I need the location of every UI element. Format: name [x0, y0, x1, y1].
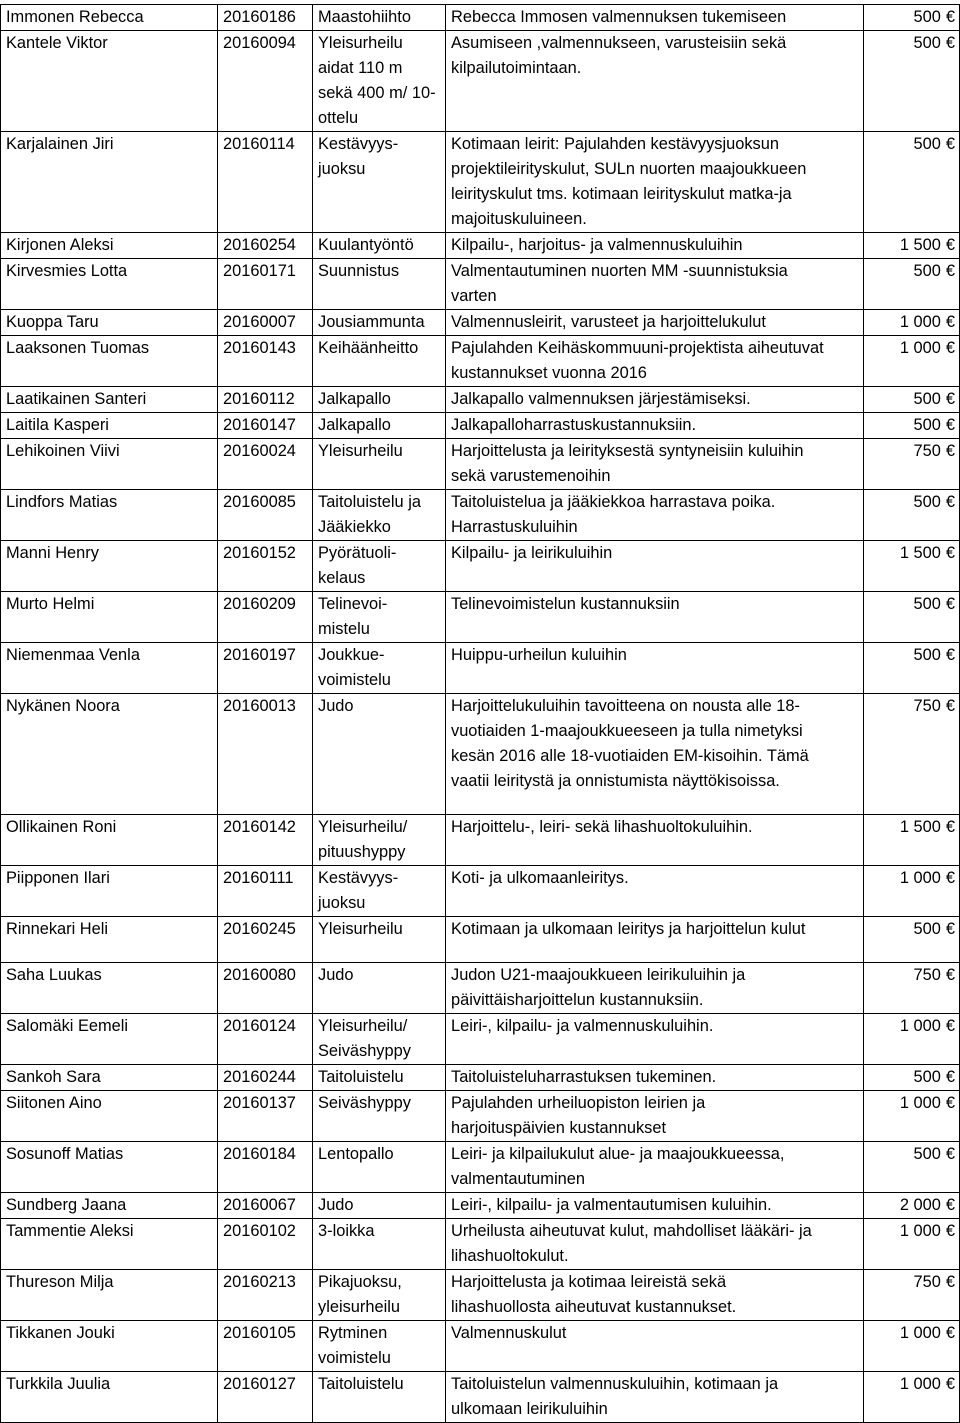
amount-value: 500	[913, 262, 941, 280]
amount-value: 500	[913, 390, 941, 408]
amount-value: 500	[913, 1068, 941, 1086]
grant-row	[1, 490, 960, 541]
sport: Judo	[313, 963, 446, 1014]
grant-purpose: Rebecca Immosen valmennuksen tukemiseen	[446, 5, 864, 31]
grant-table	[0, 4, 960, 1423]
grant-row	[1, 1219, 960, 1270]
grant-purpose: Huippu-urheilun kuluihin	[446, 643, 864, 694]
sport: Telinevoi- mistelu	[313, 592, 446, 643]
grant-purpose: Pajulahden urheiluopiston leirien ja harjoituspäivien kustannukset	[446, 1091, 864, 1142]
euro-symbol: €	[945, 544, 955, 562]
amount-value: 500	[913, 135, 941, 153]
grant-purpose: Pajulahden Keihäskommuuni-projektista aiheutuvat kustannukset vuonna 2016	[446, 336, 864, 387]
grant-table-body	[1, 5, 960, 1423]
application-id: 20160254	[218, 233, 313, 259]
grant-amount	[864, 1321, 960, 1372]
grant-amount	[864, 387, 960, 413]
euro-symbol: €	[945, 1094, 955, 1112]
grant-amount	[864, 1193, 960, 1219]
grant-row	[1, 413, 960, 439]
grant-amount	[864, 963, 960, 1014]
grant-row	[1, 259, 960, 310]
grant-row	[1, 233, 960, 259]
recipient-name: Sankoh Sara	[1, 1065, 218, 1091]
euro-symbol: €	[945, 313, 955, 331]
grant-purpose: Kilpailu- ja leirikuluihin	[446, 541, 864, 592]
euro-symbol: €	[945, 1196, 955, 1214]
euro-symbol: €	[945, 697, 955, 715]
sport: Yleisurheilu/ pituushyppy	[313, 815, 446, 866]
application-id: 20160152	[218, 541, 313, 592]
sport: Judo	[313, 1193, 446, 1219]
grant-amount	[864, 31, 960, 132]
grant-purpose: Kilpailu-, harjoitus- ja valmennuskuluihin	[446, 233, 864, 259]
grant-row	[1, 1321, 960, 1372]
recipient-name: Tikkanen Jouki	[1, 1321, 218, 1372]
euro-symbol: €	[945, 920, 955, 938]
euro-symbol: €	[945, 416, 955, 434]
recipient-name: Ollikainen Roni	[1, 815, 218, 866]
amount-value: 2 000	[899, 1196, 941, 1214]
application-id: 20160143	[218, 336, 313, 387]
grant-amount	[864, 1372, 960, 1423]
recipient-name: Kirvesmies Lotta	[1, 259, 218, 310]
grant-amount	[864, 1270, 960, 1321]
grant-row	[1, 439, 960, 490]
sport: Kestävyys- juoksu	[313, 132, 446, 233]
application-id: 20160197	[218, 643, 313, 694]
grant-amount	[864, 866, 960, 917]
sport: Rytminen voimistelu	[313, 1321, 446, 1372]
grant-amount	[864, 1014, 960, 1065]
application-id: 20160007	[218, 310, 313, 336]
sport: Pikajuoksu, yleisurheilu	[313, 1270, 446, 1321]
recipient-name: Laatikainen Santeri	[1, 387, 218, 413]
grant-amount	[864, 1065, 960, 1091]
application-id: 20160137	[218, 1091, 313, 1142]
sport: Jousiammunta	[313, 310, 446, 336]
recipient-name: Laaksonen Tuomas	[1, 336, 218, 387]
grant-row	[1, 310, 960, 336]
sport: Jalkapallo	[313, 387, 446, 413]
grant-purpose: Leiri- ja kilpailukulut alue- ja maajoukkueessa, valmentautuminen	[446, 1142, 864, 1193]
grant-purpose: Leiri-, kilpailu- ja valmentautumisen kuluihin.	[446, 1193, 864, 1219]
grant-row	[1, 866, 960, 917]
grant-row	[1, 336, 960, 387]
recipient-name: Thureson Milja	[1, 1270, 218, 1321]
application-id: 20160209	[218, 592, 313, 643]
euro-symbol: €	[945, 8, 955, 26]
sport: Yleisurheilu/ Seiväshyppy	[313, 1014, 446, 1065]
recipient-name: Lehikoinen Viivi	[1, 439, 218, 490]
recipient-name: Lindfors Matias	[1, 490, 218, 541]
recipient-name: Piipponen Ilari	[1, 866, 218, 917]
grant-amount	[864, 413, 960, 439]
sport: Taitoluistelu ja Jääkiekko	[313, 490, 446, 541]
grant-purpose: Valmennusleirit, varusteet ja harjoittelukulut	[446, 310, 864, 336]
amount-value: 500	[913, 8, 941, 26]
amount-value: 500	[913, 34, 941, 52]
euro-symbol: €	[945, 493, 955, 511]
amount-value: 500	[913, 595, 941, 613]
grant-amount	[864, 1219, 960, 1270]
grant-amount	[864, 643, 960, 694]
application-id: 20160112	[218, 387, 313, 413]
grant-purpose: Harjoittelu-, leiri- sekä lihashuoltokuluihin.	[446, 815, 864, 866]
amount-value: 1 000	[899, 1094, 941, 1112]
grant-amount	[864, 815, 960, 866]
grant-purpose: Harjoittelukuluihin tavoitteena on nousta alle 18- vuotiaiden 1-maajoukkueeseen ja tulla nimetyksi kesän 2016 alle 18-vuotiaiden EM-kisoihin. Tämä vaatii leiritystä ja onnistumista näyttökisoissa.	[446, 694, 864, 815]
euro-symbol: €	[945, 1145, 955, 1163]
grant-amount	[864, 310, 960, 336]
recipient-name: Laitila Kasperi	[1, 413, 218, 439]
grant-amount	[864, 5, 960, 31]
amount-value: 1 000	[899, 1222, 941, 1240]
application-id: 20160184	[218, 1142, 313, 1193]
application-id: 20160142	[218, 815, 313, 866]
grant-amount	[864, 1091, 960, 1142]
amount-value: 750	[913, 1273, 941, 1291]
grant-row	[1, 917, 960, 963]
amount-value: 1 000	[899, 869, 941, 887]
recipient-name: Siitonen Aino	[1, 1091, 218, 1142]
grant-purpose: Taitoluisteluharrastuksen tukeminen.	[446, 1065, 864, 1091]
grant-amount	[864, 592, 960, 643]
grant-amount	[864, 233, 960, 259]
grant-row	[1, 1014, 960, 1065]
euro-symbol: €	[945, 390, 955, 408]
sport: Pyörätuoli- kelaus	[313, 541, 446, 592]
grant-amount	[864, 541, 960, 592]
euro-symbol: €	[945, 1324, 955, 1342]
amount-value: 1 500	[899, 544, 941, 562]
application-id: 20160244	[218, 1065, 313, 1091]
euro-symbol: €	[945, 1273, 955, 1291]
grant-row	[1, 1065, 960, 1091]
recipient-name: Kirjonen Aleksi	[1, 233, 218, 259]
amount-value: 500	[913, 646, 941, 664]
grant-purpose: Kotimaan leirit: Pajulahden kestävyysjuoksun projektileirityskulut, SULn nuorten maajoukkueen leirityskulut tms. kotimaan leirityskulut matka-ja majoituskuluineen.	[446, 132, 864, 233]
grant-purpose: Jalkapalloharrastuskustannuksiin.	[446, 413, 864, 439]
sport: 3-loikka	[313, 1219, 446, 1270]
grant-purpose: Koti- ja ulkomaanleiritys.	[446, 866, 864, 917]
application-id: 20160213	[218, 1270, 313, 1321]
recipient-name: Niemenmaa Venla	[1, 643, 218, 694]
grant-purpose: Valmennuskulut	[446, 1321, 864, 1372]
sport: Maastohiihto	[313, 5, 446, 31]
grant-purpose: Leiri-, kilpailu- ja valmennuskuluihin.	[446, 1014, 864, 1065]
amount-value: 500	[913, 493, 941, 511]
amount-value: 500	[913, 416, 941, 434]
grant-purpose: Kotimaan ja ulkomaan leiritys ja harjoittelun kulut	[446, 917, 864, 963]
sport: Joukkue- voimistelu	[313, 643, 446, 694]
recipient-name: Kuoppa Taru	[1, 310, 218, 336]
recipient-name: Nykänen Noora	[1, 694, 218, 815]
recipient-name: Sundberg Jaana	[1, 1193, 218, 1219]
grant-purpose: Asumiseen ,valmennukseen, varusteisiin sekä kilpailutoimintaan.	[446, 31, 864, 132]
grant-purpose: Jalkapallo valmennuksen järjestämiseksi.	[446, 387, 864, 413]
grant-row	[1, 1091, 960, 1142]
sport: Suunnistus	[313, 259, 446, 310]
euro-symbol: €	[945, 1017, 955, 1035]
euro-symbol: €	[945, 262, 955, 280]
sport: Taitoluistelu	[313, 1065, 446, 1091]
grant-row	[1, 592, 960, 643]
grant-amount	[864, 439, 960, 490]
grant-row	[1, 963, 960, 1014]
euro-symbol: €	[945, 442, 955, 460]
euro-symbol: €	[945, 646, 955, 664]
grant-row	[1, 132, 960, 233]
sport: Kuulantyöntö	[313, 233, 446, 259]
grant-purpose: Valmentautuminen nuorten MM -suunnistuksia varten	[446, 259, 864, 310]
application-id: 20160127	[218, 1372, 313, 1423]
amount-value: 1 000	[899, 1017, 941, 1035]
sport: Seiväshyppy	[313, 1091, 446, 1142]
amount-value: 1 500	[899, 818, 941, 836]
sport: Yleisurheilu	[313, 439, 446, 490]
amount-value: 750	[913, 697, 941, 715]
amount-value: 1 000	[899, 1324, 941, 1342]
grant-row	[1, 643, 960, 694]
grant-row	[1, 541, 960, 592]
amount-value: 500	[913, 920, 941, 938]
application-id: 20160024	[218, 439, 313, 490]
sport: Jalkapallo	[313, 413, 446, 439]
application-id: 20160124	[218, 1014, 313, 1065]
recipient-name: Tammentie Aleksi	[1, 1219, 218, 1270]
sport: Keihäänheitto	[313, 336, 446, 387]
application-id: 20160085	[218, 490, 313, 541]
grant-row	[1, 387, 960, 413]
recipient-name: Rinnekari Heli	[1, 917, 218, 963]
sport: Lentopallo	[313, 1142, 446, 1193]
recipient-name: Kantele Viktor	[1, 31, 218, 132]
sport: Judo	[313, 694, 446, 815]
euro-symbol: €	[945, 1375, 955, 1393]
application-id: 20160114	[218, 132, 313, 233]
grant-amount	[864, 259, 960, 310]
euro-symbol: €	[945, 1068, 955, 1086]
grant-amount	[864, 1142, 960, 1193]
grant-purpose: Harjoittelusta ja leirityksestä syntyneisiin kuluihin sekä varustemenoihin	[446, 439, 864, 490]
application-id: 20160171	[218, 259, 313, 310]
grant-row	[1, 1193, 960, 1219]
euro-symbol: €	[945, 34, 955, 52]
recipient-name: Immonen Rebecca	[1, 5, 218, 31]
application-id: 20160245	[218, 917, 313, 963]
euro-symbol: €	[945, 135, 955, 153]
application-id: 20160013	[218, 694, 313, 815]
euro-symbol: €	[945, 966, 955, 984]
euro-symbol: €	[945, 339, 955, 357]
grant-amount	[864, 336, 960, 387]
application-id: 20160147	[218, 413, 313, 439]
grant-row	[1, 1270, 960, 1321]
recipient-name: Karjalainen Jiri	[1, 132, 218, 233]
amount-value: 750	[913, 966, 941, 984]
application-id: 20160080	[218, 963, 313, 1014]
application-id: 20160067	[218, 1193, 313, 1219]
sport: Kestävyys- juoksu	[313, 866, 446, 917]
amount-value: 750	[913, 442, 941, 460]
grant-amount	[864, 917, 960, 963]
grant-row	[1, 5, 960, 31]
application-id: 20160094	[218, 31, 313, 132]
euro-symbol: €	[945, 595, 955, 613]
grant-purpose: Taitoluistelua ja jääkiekkoa harrastava poika. Harrastuskuluihin	[446, 490, 864, 541]
grant-row	[1, 1142, 960, 1193]
grant-amount	[864, 694, 960, 815]
grant-amount	[864, 490, 960, 541]
grant-amount	[864, 132, 960, 233]
euro-symbol: €	[945, 1222, 955, 1240]
amount-value: 1 000	[899, 313, 941, 331]
amount-value: 1 000	[899, 339, 941, 357]
recipient-name: Turkkila Juulia	[1, 1372, 218, 1423]
grant-purpose: Telinevoimistelun kustannuksiin	[446, 592, 864, 643]
recipient-name: Manni Henry	[1, 541, 218, 592]
application-id: 20160186	[218, 5, 313, 31]
grant-row	[1, 694, 960, 815]
grant-purpose: Taitoluistelun valmennuskuluihin, kotimaan ja ulkomaan leirikuluihin	[446, 1372, 864, 1423]
grant-purpose: Urheilusta aiheutuvat kulut, mahdolliset lääkäri- ja lihashuoltokulut.	[446, 1219, 864, 1270]
euro-symbol: €	[945, 869, 955, 887]
application-id: 20160105	[218, 1321, 313, 1372]
sport: Taitoluistelu	[313, 1372, 446, 1423]
application-id: 20160111	[218, 866, 313, 917]
recipient-name: Saha Luukas	[1, 963, 218, 1014]
sport: Yleisurheilu	[313, 917, 446, 963]
amount-value: 500	[913, 1145, 941, 1163]
application-id: 20160102	[218, 1219, 313, 1270]
grant-row	[1, 1372, 960, 1423]
euro-symbol: €	[945, 818, 955, 836]
grant-purpose: Harjoittelusta ja kotimaa leireistä sekä lihashuollosta aiheutuvat kustannukset.	[446, 1270, 864, 1321]
grant-row	[1, 31, 960, 132]
amount-value: 1 500	[899, 236, 941, 254]
euro-symbol: €	[945, 236, 955, 254]
recipient-name: Murto Helmi	[1, 592, 218, 643]
amount-value: 1 000	[899, 1375, 941, 1393]
recipient-name: Salomäki Eemeli	[1, 1014, 218, 1065]
sport: Yleisurheilu aidat 110 m sekä 400 m/ 10- ottelu	[313, 31, 446, 132]
recipient-name: Sosunoff Matias	[1, 1142, 218, 1193]
grant-row	[1, 815, 960, 866]
grant-purpose: Judon U21-maajoukkueen leirikuluihin ja päivittäisharjoittelun kustannuksiin.	[446, 963, 864, 1014]
